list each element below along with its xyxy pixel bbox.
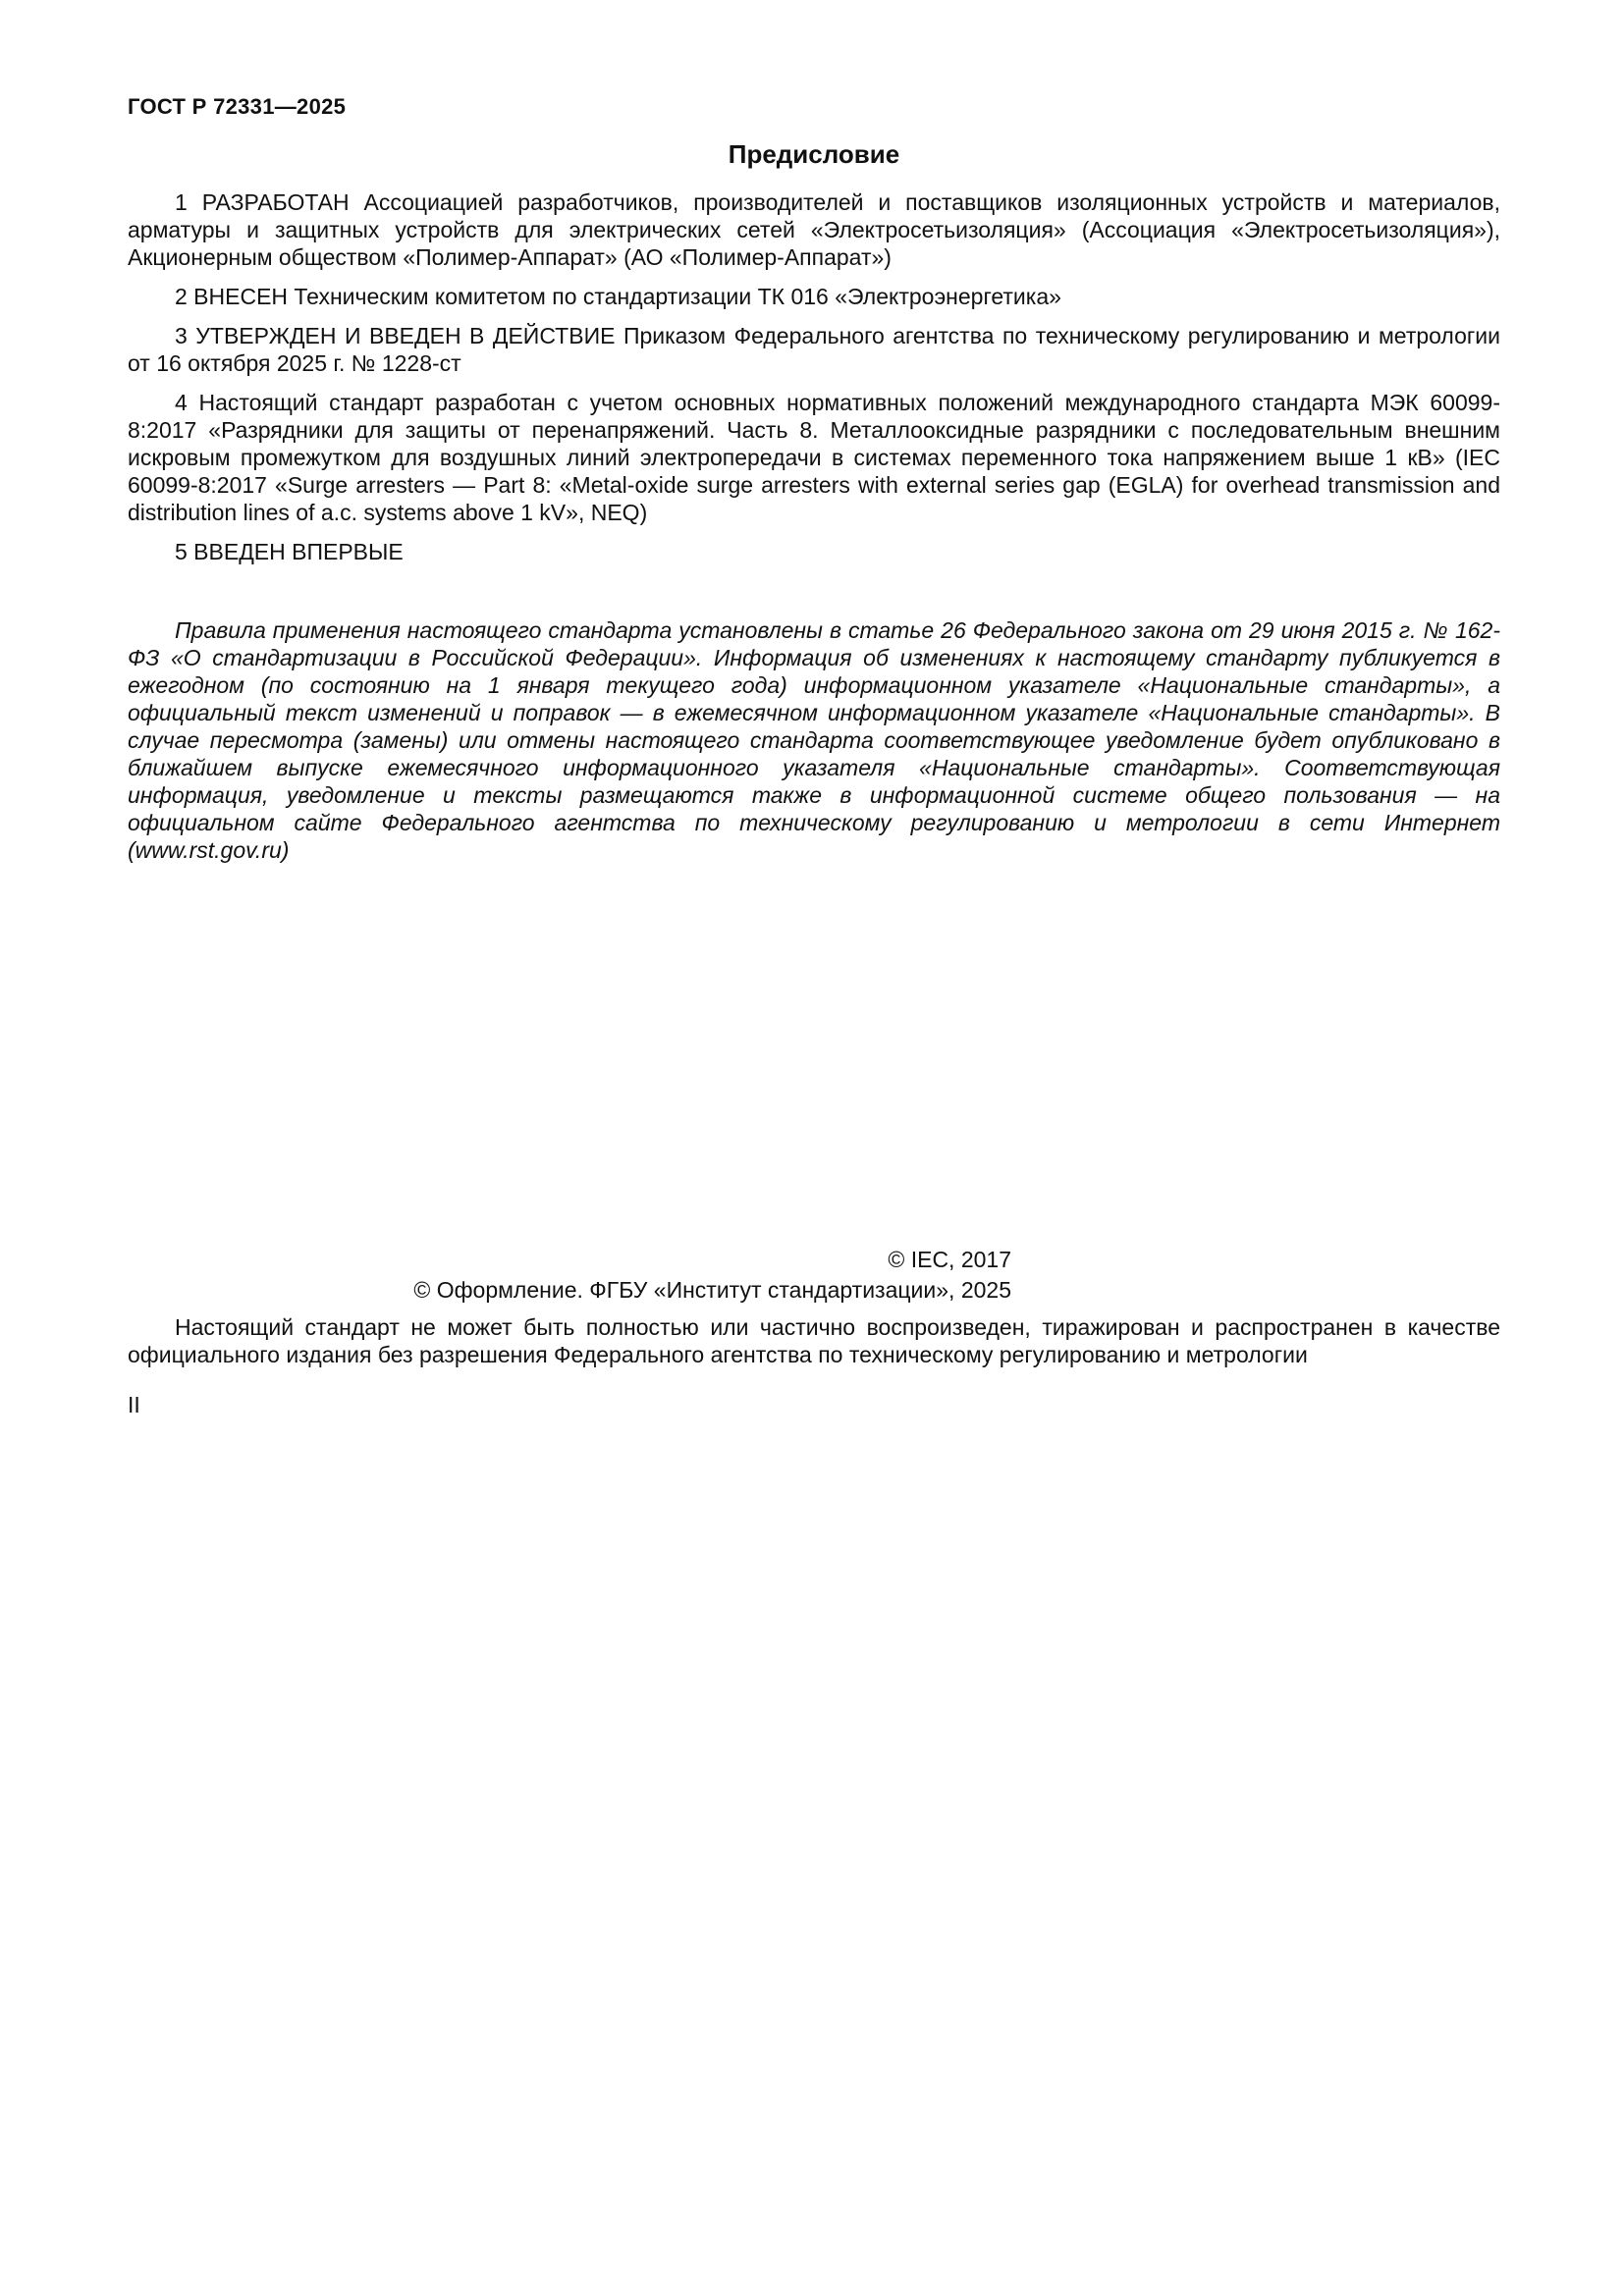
page-number: II: [128, 1392, 140, 1417]
copyright-block: [128, 1245, 1011, 1306]
page-title: Предисловие: [728, 139, 900, 169]
foreword-item-1-developed-by: 1 РАЗРАБОТАН Ассоциацией разработчиков, производителей и поставщиков изоляционных устройств и материалов, арматуры и защитных устройств для электрических сетей «Электросетьизоляция» (Ассоциация «Электросетьизоляция»), Акционерным обществом «Полимер-Аппарат» (АО «Полимер-Аппарат»): [128, 189, 1500, 270]
copyright-iec-line: © IEC, 2017: [888, 1247, 1011, 1272]
legal-application-note: Правила применения настоящего стандарта установлены в статье 26 Федерального закона от 29 июня 2015 г. № 162-ФЗ «О стандартизации в Российской Федерации». Информация об изменениях к настоящему стандарту публикуется в ежегодном (по состоянию на 1 января текущего года) информационном указателе «Национальные стандарты», а официальный текст изменений и поправок — в ежемесячном информационном указателе «Национальные стандарты». В случае пересмотра (замены) или отмены настоящего стандарта соответствующее уведомление будет опубликовано в ближайшем выпуске ежемесячного информационного указателя «Национальные стандарты». Соответствующая информация, уведомление и тексты размещаются также в информационной системе общего пользования — на официальном сайте Федерального агентства по техническому регулированию и метрологии в сети Интернет (www.rst.gov.ru): [128, 617, 1500, 863]
foreword-item-4-basis-standard: 4 Настоящий стандарт разработан с учетом основных нормативных положений международного стандарта МЭК 60099-8:2017 «Разрядники для защиты от перенапряжений. Часть 8. Металлооксидные разрядники с последовательным внешним искровым промежутком для воздушных линий электропередачи в системах переменного тока напряжением выше 1 кВ» (IEC 60099-8:2017 «Surge arresters — Part 8: «Metal-oxide surge arresters with external series gap (EGLA) for overhead transmission and distribution lines of a.c. systems above 1 kV», NEQ): [128, 390, 1500, 525]
reproduction-notice: Настоящий стандарт не может быть полностью или частично воспроизведен, тиражирован и распространен в качестве официального издания без разрешения Федерального агентства по техническому регулированию и метрологии: [128, 1314, 1500, 1367]
foreword-item-5-first-edition: 5 ВВЕДЕН ВПЕРВЫЕ: [175, 539, 404, 564]
foreword-item-3-approved-by: 3 УТВЕРЖДЕН И ВВЕДЕН В ДЕЙСТВИЕ Приказом Федерального агентства по техническому регулированию и метрологии от 16 октября 2025 г. № 1228-ст: [128, 323, 1500, 376]
foreword-item-2-submitted-by: 2 ВНЕСЕН Техническим комитетом по стандартизации ТК 016 «Электроэнергетика»: [175, 284, 1061, 309]
document-number: ГОСТ Р 72331—2025: [128, 94, 347, 119]
copyright-institute-line: © Оформление. ФГБУ «Институт стандартизации», 2025: [413, 1277, 1011, 1303]
foreword-body: [128, 188, 1500, 864]
